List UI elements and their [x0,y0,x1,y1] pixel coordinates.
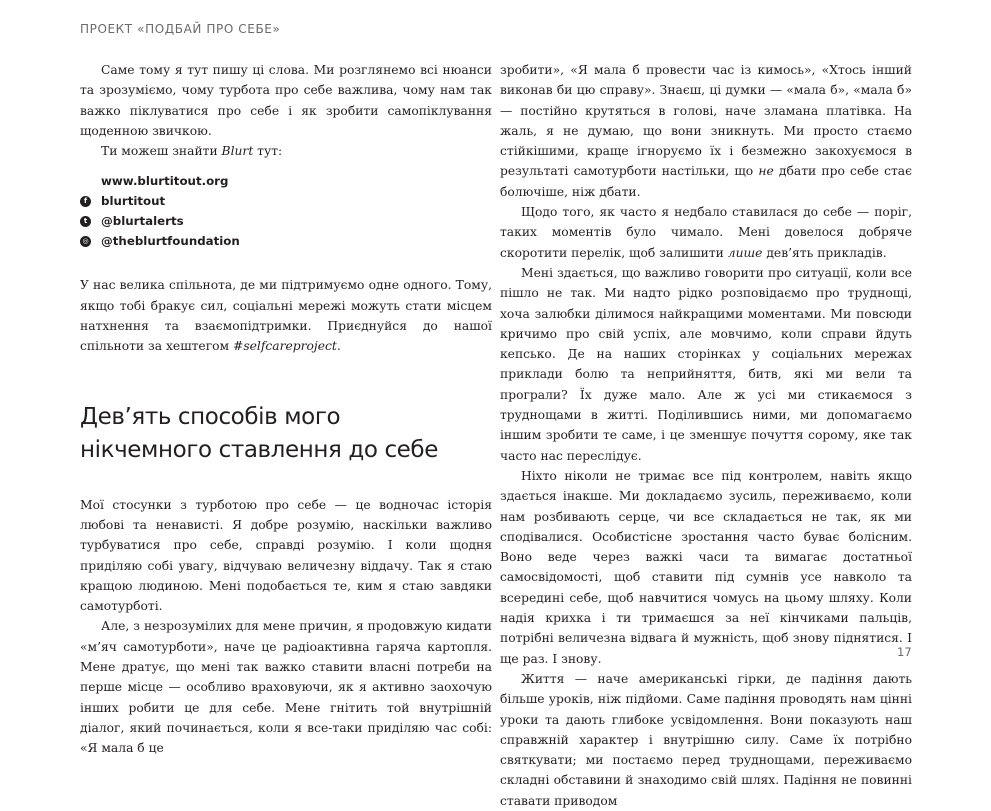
section-heading: Дев’ять способів мого нікчемного ставлення до себе [80,403,438,463]
right-paragraph-4: Ніхто ніколи не тримає все під контролем, навіть якщо здається інакше. Ми докладаємо зусиль, переживаємо, коли нам розбивають серце, чи все складається не так, як ми сподівалися. Особистісне зростання часто буває болісним. Воно веде через важкі часи та вимагає достатньої самосвідомості, щоб ставити під сумнів усе навколо та всередині себе, щоб навчитися чомусь на цьому шляху. Коли надія крихка і ти тримаєшся за неї кінчиками пальців, потрібні величезна відвага й мужність, щоб знову піднятися. І ще раз. І знову. [500,468,912,666]
instagram-link[interactable]: ◎ @theblurtfoundation [101,231,492,251]
contact-links [80,171,492,251]
intro-paragraph: Саме тому я тут пишу ці слова. Ми розглянемо всі нюанси та зрозуміємо, чому турбота про себе важлива, чому нам так важко піклуватися про себе і як зробити самопіклування щоденною звичкою. [80,63,492,138]
body-paragraph-1: Мої стосунки з турботою про себе — це водночас історія любові та ненависті. Я добре розумію, наскільки важливо турбуватися про себе, справді розумію. І коли щодня приділяю собі увагу, відчуваю величезну віддачу. Так я стаю кращою людиною. Мені подобається те, ким я стаю завдяки самотурботі. [80,497,492,614]
page-number: 17 [897,645,912,659]
right-paragraph-5: Життя — наче американські гірки, де падіння дають більше уроків, ніж підйоми. Саме падіння проводять нам цінні уроки та дають глибоке усвідомлення. Вони показують наш справжній характер і внутрішню силу. Саме їх потрібно святкувати; ми постаємо перед труднощами, переживаємо складні обставини й знаходимо свій шлях. Падіння не повинні ставати приводом [500,671,912,808]
twitter-icon: t [80,216,91,227]
community-paragraph: У нас велика спільнота, де ми підтримуємо одне одного. Тому, якщо тобі бракує сил, соціальні мережі можуть стати місцем натхнення та взаємопідтримки. Приєднуйся до нашої спільноти за хештегом #selfcareproject. [80,278,492,354]
body-paragraph-2: Але, з незрозумілих для мене причин, я продовжую кидати «м’яч самотурботи», наче це радіоактивна гаряча картопля. Мене дратує, що мені так важко ставити власні потреби на перше місце — особливо враховуючи, як я активно заохочую інших робити це для себе. Мене гнітить той внутрішній діалог, який починається, коли я все-таки приділяю час собі: «Я мала б це [80,619,492,756]
twitter-link[interactable]: t @blurtalerts [101,211,492,231]
find-blurt-paragraph: Ти можеш знайти Blurt тут: [101,144,283,159]
facebook-icon: f [80,196,91,207]
right-paragraph-2: Щодо того, як часто я недбало ставилася до себе — поріг, таких моментів було чимало. Мені довелося добряче скоротити перелік, щоб залишити лише дев’ять прикладів. [500,205,912,260]
instagram-icon: ◎ [80,236,91,247]
right-column [500,60,912,811]
website-link[interactable]: www.blurtitout.org [101,174,229,189]
running-head: ПРОЕКТ «ПОДБАЙ ПРО СЕБЕ» [80,22,281,36]
left-column [80,60,492,759]
facebook-link[interactable]: f blurtitout [101,191,492,211]
right-paragraph-3: Мені здається, що важливо говорити про ситуації, коли все пішло не так. Ми надто рідко розповідаємо про труднощі, хоча залюбки ділимося найкращими моментами. Ми повсюди кричимо про свій успіх, але мовчимо, коли справи йдуть кепсько. Де на наших сторінках у соціальних мережах приклади болю та неприйняття, битв, які ми вели та програли? Їх дуже мало. Але ж усі ми стикаємося з труднощами в житті. Поділившись ними, ми допомагаємо іншим зробити те саме, і це зменшує почуття сорому, яке так часто нас переслідує. [500,265,912,463]
right-paragraph-1: зробити», «Я мала б провести час із кимось», «Хтось інший виконав би цю справу». Знаєш, ці думки — «мала б», «мала б» — постійно крутяться в голові, наче зламана платівка. На жаль, я не думаю, що вони зникнуть. Ми просто стаємо стійкішими, краще ігноруємо їх і безмежно закохуємося в результаті самотурботи настільки, що не дбати про себе стає болючіше, ніж дбати. [500,63,912,199]
